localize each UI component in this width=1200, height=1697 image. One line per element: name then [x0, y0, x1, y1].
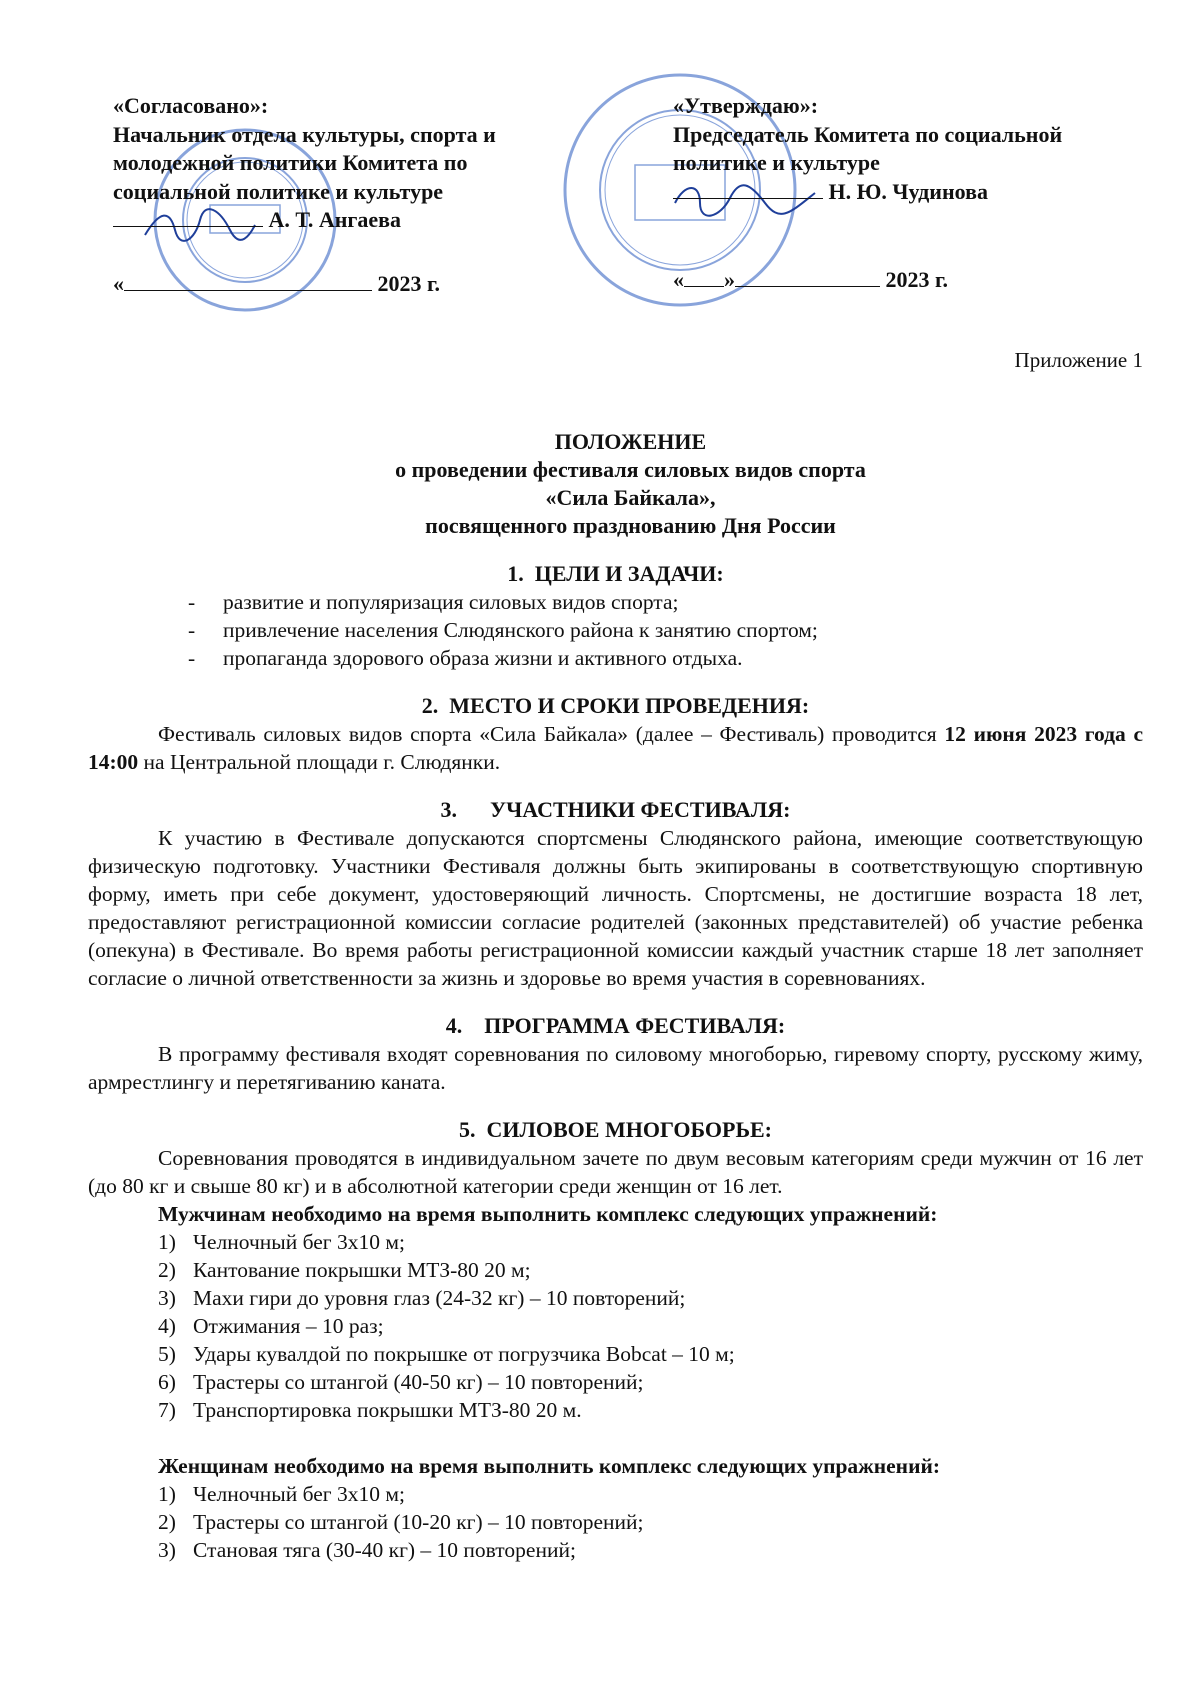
- list-item: 1) Челночный бег 3х10 м;: [158, 1482, 405, 1506]
- approval-right-line: политике и культуре: [673, 150, 880, 175]
- title-line: «Сила Байкала»,: [545, 485, 716, 510]
- list-item: 2) Кантование покрышки МТЗ-80 20 м;: [158, 1258, 531, 1282]
- document-body: [88, 428, 1143, 1564]
- date-underline: [735, 266, 880, 287]
- approval-left: [113, 92, 583, 235]
- approval-right: [673, 92, 1143, 206]
- approval-left-line: молодежной политики Комитета по: [113, 150, 468, 175]
- title-line: ПОЛОЖЕНИЕ: [554, 429, 707, 454]
- approval-left-signature-line: [113, 206, 583, 235]
- list-item: 6) Трастеры со штангой (40-50 кг) – 10 повторений;: [158, 1370, 644, 1394]
- approval-left-signer: А. Т. Ангаева: [268, 207, 402, 232]
- approval-left-line: социальной политике и культуре: [113, 178, 444, 204]
- list-item: - пропаганда здорового образа жизни и активного отдыха.: [188, 646, 743, 670]
- appendix-label: Приложение 1: [1014, 348, 1143, 372]
- signature-underline: [113, 206, 263, 227]
- signature-underline: [673, 178, 823, 199]
- approval-left-line: «Согласовано»:: [113, 93, 269, 118]
- approval-left-date-line: « 2023 г.: [113, 271, 441, 296]
- title-line: посвященного празднованию Дня России: [425, 513, 836, 538]
- list-item: 2) Трастеры со штангой (10-20 кг) – 10 повторений;: [158, 1510, 644, 1534]
- document-title: [118, 428, 1143, 540]
- list-item: - развитие и популяризация силовых видов спорта;: [188, 590, 679, 614]
- list-item: 7) Транспортировка покрышки МТЗ-80 20 м.: [158, 1398, 582, 1422]
- approval-right-signer: Н. Ю. Чудинова: [828, 178, 988, 204]
- approval-right-date: 2023 г.: [885, 267, 949, 292]
- women-exercises-list: [88, 1480, 1143, 1564]
- approval-right-line: Председатель Комитета по социальной: [673, 121, 1063, 147]
- list-item: - привлечение населения Слюдянского района к занятию спортом;: [188, 618, 818, 642]
- approval-right-date-line: « » 2023 г.: [673, 267, 949, 292]
- section-4-text: В программу фестиваля входят соревнования по силовому многоборью, гиревому спорту, русскому жиму, армрестлингу и перетягиванию каната.: [88, 1042, 1143, 1094]
- list-item: 3) Становая тяга (30-40 кг) – 10 повторений;: [158, 1538, 576, 1562]
- section-1-list: [88, 588, 1143, 672]
- list-item: 3) Махи гири до уровня глаз (24-32 кг) – 10 повторений;: [158, 1286, 686, 1310]
- section-2-heading: 2. МЕСТО И СРОКИ ПРОВЕДЕНИЯ:: [421, 693, 810, 718]
- approval-left-line: Начальник отдела культуры, спорта и: [113, 121, 496, 147]
- approval-right-signature-line: [673, 178, 1143, 207]
- list-item: 1) Челночный бег 3х10 м;: [158, 1230, 405, 1254]
- section-5-text: Соревнования проводятся в индивидуальном зачете по двум весовым категориям среди мужчин от 16 лет (до 80 кг и свыше 80 кг) и в абсолютной категории среди женщин от 16 лет.: [88, 1146, 1143, 1198]
- title-line: о проведении фестиваля силовых видов спорта: [395, 457, 866, 482]
- section-1-heading: 1. ЦЕЛИ И ЗАДАЧИ:: [507, 561, 724, 586]
- date-underline: [684, 266, 724, 287]
- section-5-heading: 5. СИЛОВОЕ МНОГОБОРЬЕ:: [458, 1117, 772, 1142]
- section-3-heading: 3. УЧАСТНИКИ ФЕСТИВАЛЯ:: [440, 797, 791, 822]
- men-exercises-list: [88, 1228, 1143, 1424]
- approval-right-line: «Утверждаю»:: [673, 93, 819, 118]
- section-3-text: К участию в Фестивале допускаются спортсмены Слюдянского района, имеющие соответствующую физическую подготовку. Участники Фестиваля должны быть экипированы в соответствующую спортивную форму, иметь при себе документ, удостоверяющий личность. Спортсмены, не достигшие возраста 18 лет, предоставляют регистрационной комиссии согласие родителей (законных представителей) об участие ребенка (опекуна) в Фестивале. Во время работы регистрационной комиссии каждый участник старше 18 лет заполняет согласие о личной ответственности за жизнь и здоровье во время участия в соревнованиях.: [88, 826, 1143, 990]
- women-exercises-heading: Женщинам необходимо на время выполнить комплекс следующих упражнений:: [158, 1454, 941, 1478]
- date-underline: [124, 270, 372, 291]
- men-exercises-heading: Мужчинам необходимо на время выполнить комплекс следующих упражнений:: [158, 1202, 938, 1226]
- list-item: 5) Удары кувалдой по покрышке от погрузчика Bobcat – 10 м;: [158, 1342, 735, 1366]
- section-2-text: Фестиваль силовых видов спорта «Сила Байкала» (далее – Фестиваль) проводится 12 июня 2023 года с 14:00 на Центральной площади г. Слюдянки.: [88, 722, 1143, 774]
- approval-left-date: 2023 г.: [377, 271, 441, 296]
- list-item: 4) Отжимания – 10 раз;: [158, 1314, 384, 1338]
- section-4-heading: 4. ПРОГРАММА ФЕСТИВАЛЯ:: [445, 1013, 786, 1038]
